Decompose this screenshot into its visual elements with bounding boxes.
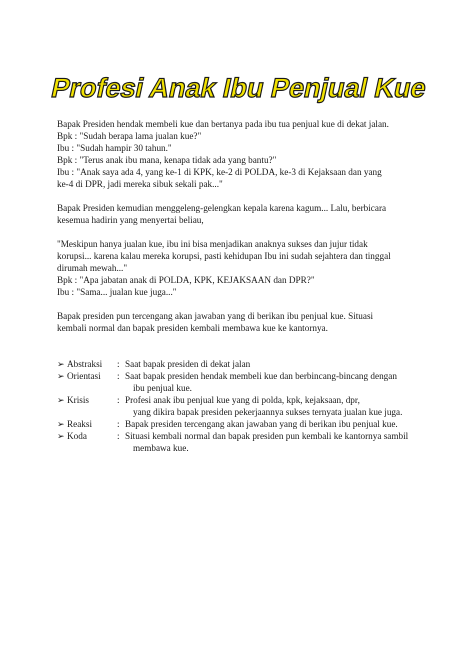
- text-line: Ibu : "Sama... jualan kue juga...": [57, 287, 177, 297]
- dialog-line: ke-4 di DPR, jadi mereka sibuk sekali pak...": [57, 179, 223, 189]
- item-colon: :: [117, 431, 120, 441]
- item-label: Orientasi: [67, 371, 101, 381]
- item-colon: :: [117, 371, 120, 381]
- text-line: kembali normal dan bapak presiden kembali membawa kue ke kantornya.: [57, 323, 328, 333]
- story-structure-list: [57, 358, 429, 454]
- item-description: Saat bapak presiden di dekat jalan: [125, 359, 251, 369]
- item-label: Reaksi: [67, 419, 93, 429]
- quote-section: [57, 238, 429, 298]
- list-item-abstraksi: [57, 358, 429, 370]
- story-content: [57, 118, 429, 454]
- text-line: korupsi... karena kalau mereka korupsi, pasti kehidupan Ibu ini sudah sejahtera dan tinggal: [57, 251, 391, 261]
- arrow-bullet-icon: ➢: [57, 359, 65, 369]
- dialog-line: Ibu : "Anak saya ada 4, yang ke-1 di KPK, ke-2 di POLDA, ke-3 di Kejaksaan dan yang: [57, 167, 382, 177]
- item-description: Bapak presiden tercengang akan jawaban yang di berikan ibu penjual kue.: [125, 419, 398, 429]
- item-label: Abstraksi: [67, 359, 103, 369]
- dialog-line: Ibu : "Sudah hampir 30 tahun.": [57, 143, 172, 153]
- text-line: kesemua hadirin yang menyertai beliau,: [57, 215, 204, 225]
- item-colon: :: [117, 395, 120, 405]
- page-title: Profesi Anak Ibu Penjual Kue: [48, 72, 430, 103]
- item-description: Saat bapak presiden hendak membeli kue dan berbincang-bincang dengan: [125, 371, 397, 381]
- paragraph-4: [57, 310, 429, 334]
- title-banner: [0, 68, 474, 108]
- dialog-line: Bpk : "Terus anak ibu mana, kenapa tidak ada yang bantu?": [57, 155, 277, 165]
- text-line: dirumah mewah...": [57, 263, 128, 273]
- item-description: Profesi anak ibu penjual kue yang di polda, kpk, kejaksaan, dpr,: [125, 395, 360, 405]
- arrow-bullet-icon: ➢: [57, 431, 65, 441]
- arrow-bullet-icon: ➢: [57, 395, 65, 405]
- dialog-line: Bpk : "Sudah berapa lama jualan kue?": [57, 131, 202, 141]
- text-line: "Meskipun hanya jualan kue, ibu ini bisa menjadikan anaknya sukses dan jujur tidak: [57, 239, 368, 249]
- item-continuation: ibu penjual kue.: [133, 383, 192, 393]
- item-continuation: yang dikira bapak presiden pekerjaannya sukses ternyata jualan kue juga.: [133, 407, 403, 417]
- list-item-reaksi: [57, 418, 429, 430]
- arrow-bullet-icon: ➢: [57, 419, 65, 429]
- paragraph-2: [57, 202, 429, 226]
- list-item-koda: [57, 430, 429, 442]
- list-item-krisis: [57, 394, 429, 406]
- title-wordart: [48, 68, 430, 108]
- item-continuation: membawa kue.: [133, 443, 189, 453]
- arrow-bullet-icon: ➢: [57, 371, 65, 381]
- item-description: Situasi kembali normal dan bapak presiden pun kembali ke kantornya sambil: [125, 431, 409, 441]
- item-label: Koda: [67, 431, 87, 441]
- text-line: Bpk : "Apa jabatan anak di POLDA, KPK, KEJAKSAAN dan DPR?": [57, 275, 315, 285]
- dialog-section: [57, 118, 429, 190]
- item-colon: :: [117, 359, 120, 369]
- text-line: Bapak presiden pun tercengang akan jawaban yang di berikan ibu penjual kue. Situasi: [57, 311, 374, 321]
- dialog-line: Bapak Presiden hendak membeli kue dan bertanya pada ibu tua penjual kue di dekat jalan.: [57, 119, 389, 129]
- text-line: Bapak Presiden kemudian menggeleng-gelengkan kepala karena kagum... Lalu, berbicara: [57, 203, 387, 213]
- item-colon: :: [117, 419, 120, 429]
- list-item-orientasi: [57, 370, 429, 382]
- item-label: Krisis: [67, 395, 89, 405]
